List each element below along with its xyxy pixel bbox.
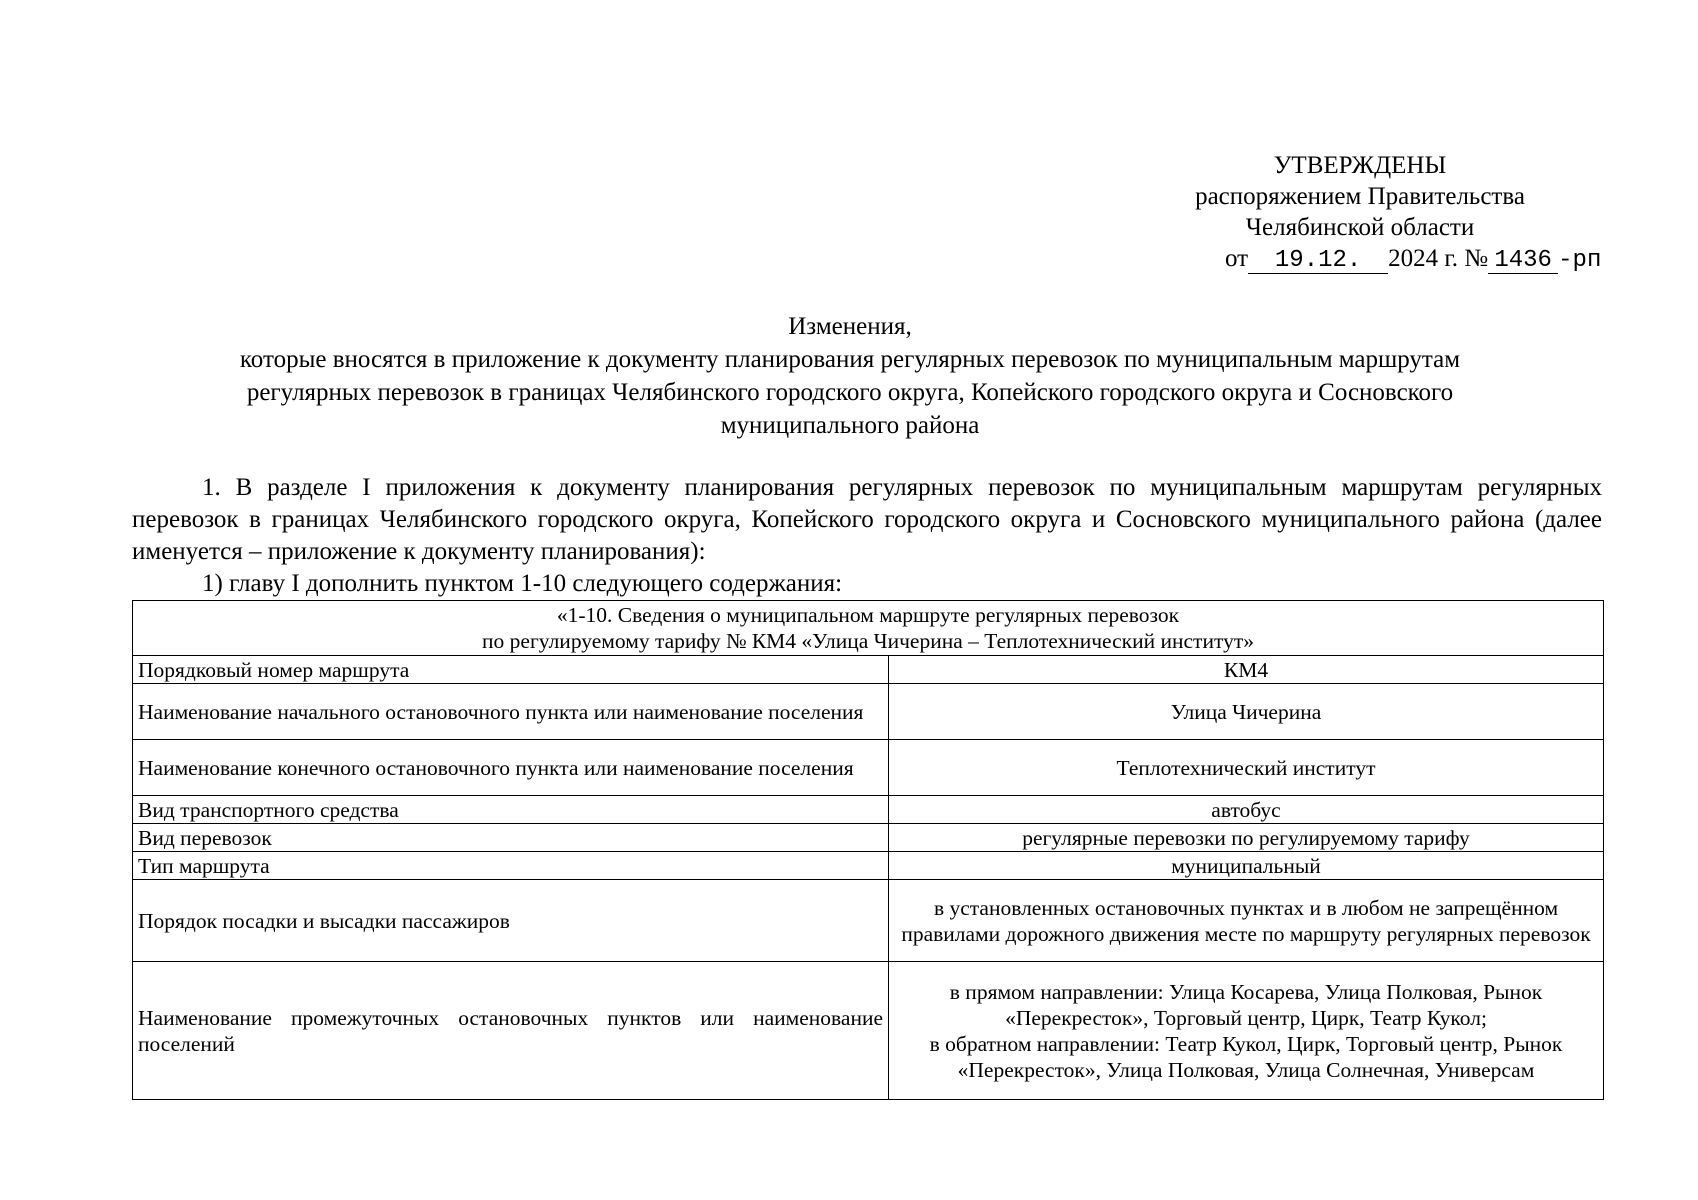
table-row [133,880,1604,962]
row-label: Тип маршрута [133,852,889,880]
row-label: Порядковый номер маршрута [133,656,889,684]
row-value: КМ4 [889,656,1604,684]
row-label: Вид транспортного средства [133,796,889,824]
row-value: Улица Чичерина [889,684,1604,740]
table-row [133,852,1604,880]
heading-title: Изменения, [788,313,912,340]
date-prefix: от [1225,245,1249,272]
heading-line-3: муниципального района [720,412,980,439]
caption-line-1: «1-10. Сведения о муниципальном маршруте регулярных перевозок [556,603,1180,627]
table-row [133,656,1604,684]
caption-line-2: по регулируемому тарифу № КМ4 «Улица Чичерина – Теплотехнический институт» [482,629,1254,653]
row-value-line-1: в прямом направлении: Улица Косарева, Улица Полковая, Рынок «Перекресток», Торговый центр, Цирк, Театр Кукол; [949,979,1543,1030]
approval-line-1: распоряжением Правительства [1195,183,1525,210]
table-row [133,962,1604,1100]
approval-date-line [1150,243,1602,276]
date-value: 19.12. [1248,249,1388,274]
row-value [889,962,1604,1100]
heading-line-1: которые вносятся в приложение к документу планирования регулярных перевозок по муниципальным маршрутам [239,346,1461,373]
table-caption-row [133,601,1604,656]
heading-line-2: регулярных перевозок в границах Челябинского городского округа, Копейского городского округа и Сосновского [246,379,1454,406]
row-label: Наименование промежуточных остановочных пунктов или наименование поселений [133,962,889,1100]
body-paragraph-2: 1) главу I дополнить пунктом 1-10 следующего содержания: [202,570,843,597]
row-value-line-2: в обратном направлении: Театр Кукол, Цирк, Торговый центр, Рынок «Перекресток», Улица Полковая, Улица Солнечная, Универсам [929,1031,1563,1082]
year-text: 2024 г. № [1388,245,1489,272]
document-heading [140,310,1560,442]
approval-block [1150,150,1602,276]
table-caption [133,601,1604,656]
row-value: Теплотехнический институт [889,740,1604,796]
row-label: Наименование конечного остановочного пункта или наименование поселения [133,740,889,796]
order-number-suffix: -рп [1558,247,1602,274]
table-row [133,684,1604,740]
row-label: Наименование начального остановочного пункта или наименование поселения [133,684,889,740]
row-value: в установленных остановочных пунктах и в любом не запрещённом правилами дорожного движения месте по маршруту регулярных перевозок [889,880,1604,962]
row-label: Порядок посадки и высадки пассажиров [133,880,889,962]
body-text [132,472,1602,600]
body-paragraph-1: 1. В разделе I приложения к документу планирования регулярных перевозок по муниципальным маршрутам регулярных перевозок в границах Челябинского городского округа, Копейского городского округа и Сосновского муниципального района (далее именуется – приложение к документу планирования): [132,474,1602,565]
row-value: муниципальный [889,852,1604,880]
table-row [133,740,1604,796]
route-info-table [132,600,1604,1100]
row-value: регулярные перевозки по регулируемому тарифу [889,824,1604,852]
order-number: 1436 [1488,249,1558,274]
table-row [133,824,1604,852]
table-row [133,796,1604,824]
approval-line-2: Челябинской области [1245,214,1475,241]
approval-title: УТВЕРЖДЕНЫ [1273,152,1447,179]
row-label: Вид перевозок [133,824,889,852]
row-value: автобус [889,796,1604,824]
